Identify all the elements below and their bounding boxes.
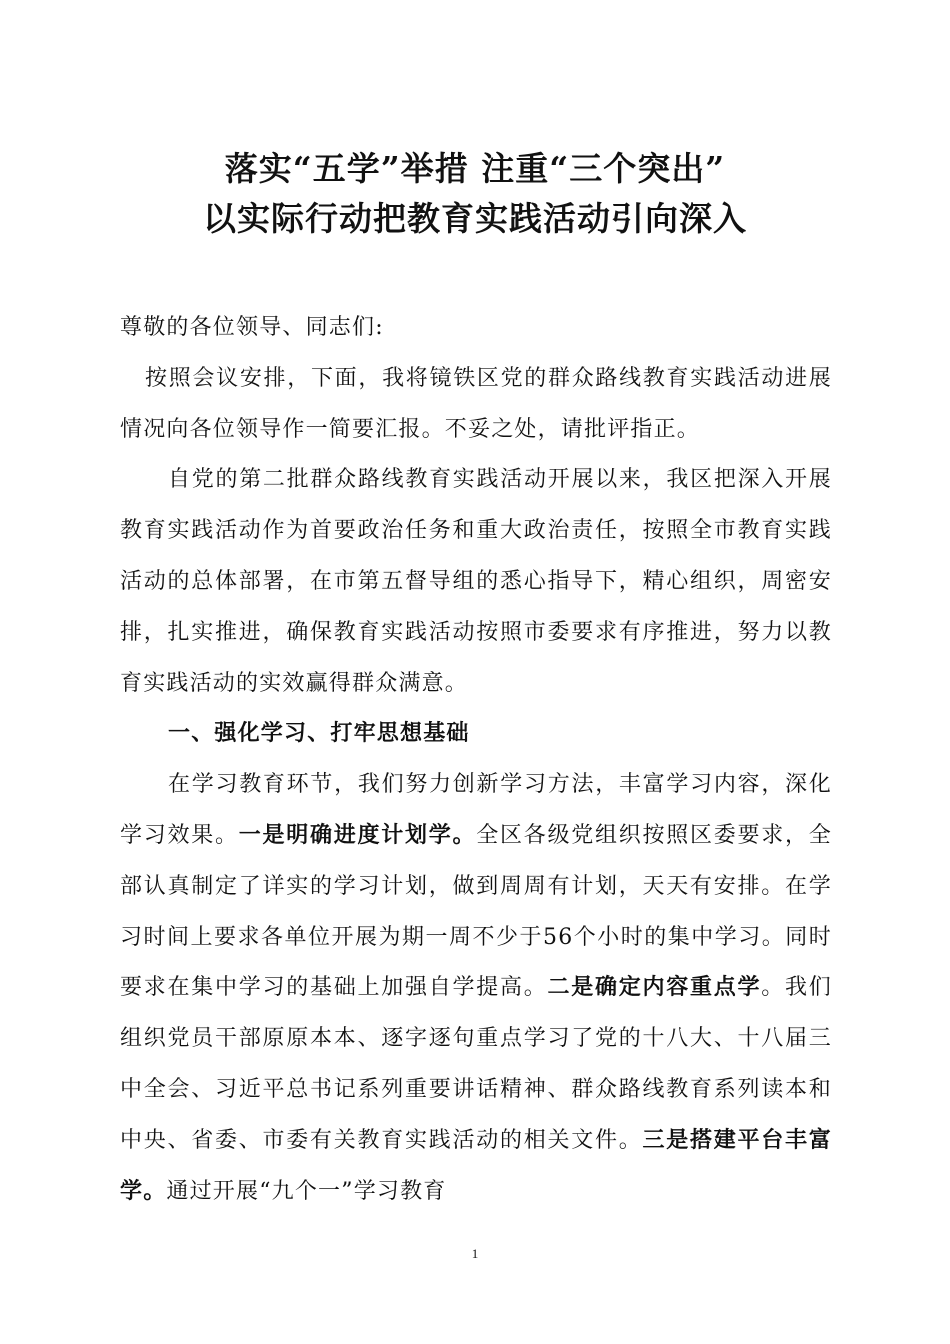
section-heading: 一、强化学习、打牢思想基础 — [168, 721, 470, 747]
paragraph-intro: 按照会议安排，下面，我将镜铁区党的群众路线教育实践活动进展情况向各位领导作一简要汇报。不妥之处，请批评指正。 — [120, 365, 832, 442]
paragraph-study-bold-1: 一是明确进度计划学。 — [238, 822, 477, 848]
document-body — [120, 303, 832, 1217]
document-title-line-1: 落实“五学”举措 注重“三个突出” — [224, 149, 726, 188]
paragraph-study-bold-2: 二是确定内容重点学 — [547, 975, 762, 1001]
paragraph-overview: 自党的第二批群众路线教育实践活动开展以来，我区把深入开展教育实践活动作为首要政治任务和重大政治责任，按照全市教育实践活动的总体部署，在市第五督导组的悉心指导下，精心组织，周密安排，扎实推进，确保教育实践活动按照市委要求有序推进，努力以教育实践活动的实效赢得群众满意。 — [120, 467, 832, 696]
page-number: 1 — [471, 1246, 479, 1261]
paragraph-study-bold-3: 三是搭建平台丰富学。 — [120, 1127, 832, 1204]
paragraph-study-text-2: 全区各级党组织按照区委要求，全部认真制定了详实的学习计划，做到周周有计划，天天有安排。在学习时间上要求各单位开展为期一周不少于56个小时的集中学习。同时要求在集中学习的基础上加强自学提高。 — [120, 822, 832, 1001]
paragraph-study-text-3: 。我们组织党员干部原原本本、逐字逐句重点学习了党的十八大、十八届三中全会、习近平总书记系列重要讲话精神、群众路线教育系列读本和中央、省委、市委有关教育实践活动的相关文件。 — [120, 975, 832, 1153]
paragraph-study-text-4: 通过开展“九个一”学习教育 — [166, 1178, 447, 1204]
document-title-line-2: 以实际行动把教育实践活动引向深入 — [203, 199, 747, 238]
greeting: 尊敬的各位领导、同志们: — [120, 315, 384, 340]
paragraph-study-text-1: 在学习教育环节，我们努力创新学习方法，丰富学习内容，深化学习效果。 — [120, 772, 832, 848]
paragraph-study — [120, 760, 832, 1217]
